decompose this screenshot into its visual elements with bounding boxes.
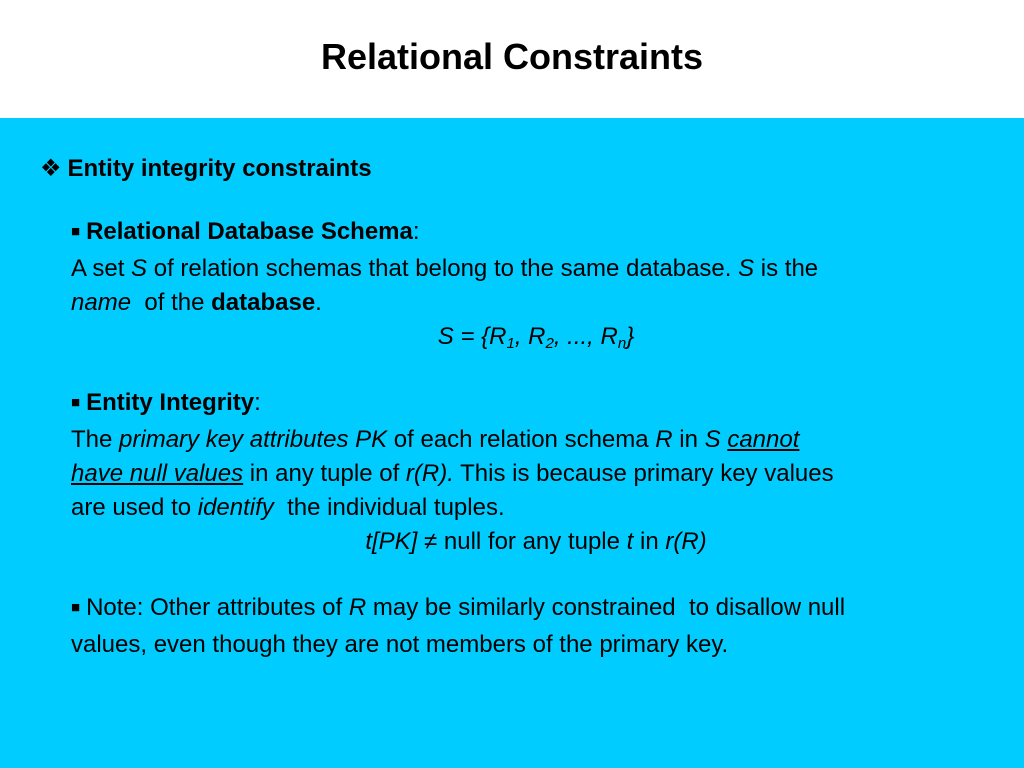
schema-block <box>71 215 1001 354</box>
schema-definition-line-1: A set S of relation schemas that belong to the same database. S is the <box>71 255 819 282</box>
square-bullet-icon: ■ <box>71 599 81 616</box>
page-title: Relational Constraints <box>320 36 704 77</box>
title-bar <box>0 0 1024 118</box>
note-line-1: ■ Note: Other attributes of R may be similarly constrained to disallow null <box>71 594 846 621</box>
integrity-label-line: ■ Entity Integrity: <box>71 389 261 416</box>
integrity-formula: t[PK] ≠ null for any tuple t in r(R) <box>365 528 707 555</box>
section-heading-text: Entity integrity constraints <box>67 155 372 182</box>
integrity-line-3: are used to identify the individual tuples. <box>71 494 505 521</box>
schema-definition-line-2: name of the database. <box>71 289 322 316</box>
schema-label-line: ■ Relational Database Schema: <box>71 218 420 245</box>
square-bullet-icon: ■ <box>71 394 81 411</box>
section-heading <box>40 152 372 186</box>
square-bullet-icon: ■ <box>71 223 81 240</box>
integrity-line-1: The primary key attributes PK of each relation schema R in S cannot <box>71 426 800 453</box>
schema-label: Relational Database Schema <box>86 218 413 245</box>
integrity-label: Entity Integrity <box>86 389 255 416</box>
integrity-block <box>71 386 1001 559</box>
diamond-bullet-icon: ❖ <box>40 155 62 182</box>
note-block <box>71 591 1001 662</box>
note-line-2: values, even though they are not members of the primary key. <box>71 631 729 658</box>
schema-formula: $S = \{R_1$, $R_2$, ..., $R_n$} <box>437 323 635 352</box>
integrity-line-2: have null values in any tuple of r(R). This is because primary key values <box>71 460 834 487</box>
